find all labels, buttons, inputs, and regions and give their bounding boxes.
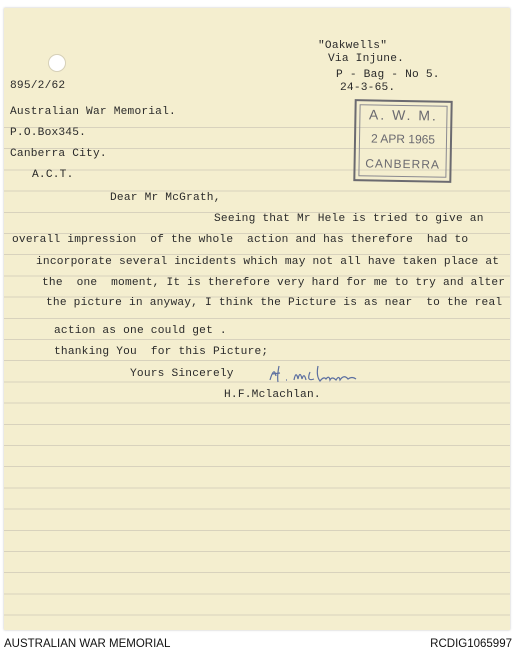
stamp-date: 2 APR 1965 — [370, 131, 436, 147]
body-line-2: overall impression of the whole action and has therefore had to — [12, 234, 469, 246]
handwritten-signature — [266, 362, 366, 388]
footer-right: RCDIG1065997 — [430, 638, 512, 650]
body-line-6: action as one could get . — [54, 325, 227, 337]
closing-line: Yours Sincerely — [130, 368, 234, 380]
footer-left: AUSTRALIAN WAR MEMORIAL — [4, 638, 171, 650]
salutation: Dear Mr McGrath, — [110, 192, 221, 204]
stamp-line-1: A. W. M. — [368, 106, 439, 124]
stamp-line-3: CANBERRA — [365, 156, 441, 172]
punch-hole — [48, 54, 66, 72]
received-stamp — [353, 99, 452, 183]
letter-header-area — [4, 8, 510, 108]
body-line-1: Seeing that Mr Hele is tried to give an — [214, 213, 484, 225]
body-line-5: the picture in anyway, I think the Picture is as near to the real — [46, 297, 503, 309]
body-line-3: incorporate several incidents which may not all have taken place at — [36, 256, 500, 268]
recipient-line-1: Australian War Memorial. — [10, 106, 176, 118]
recipient-line-4: A.C.T. — [32, 169, 74, 181]
typed-name: H.F.Mclachlan. — [224, 389, 321, 401]
letter-date: 24-3-65. — [340, 82, 396, 94]
body-line-4: the one moment, It is therefore very hard for me to try and alter — [42, 277, 506, 289]
sender-house: "Oakwells" — [318, 40, 388, 52]
thanks-line: thanking You for this Picture; — [54, 346, 269, 358]
sender-bag: P - Bag - No 5. — [336, 69, 440, 81]
file-reference: 895/2/62 — [10, 80, 66, 92]
recipient-line-2: P.O.Box345. — [10, 127, 87, 139]
sender-locality: Via Injune. — [328, 53, 405, 65]
recipient-line-3: Canberra City. — [10, 148, 107, 160]
